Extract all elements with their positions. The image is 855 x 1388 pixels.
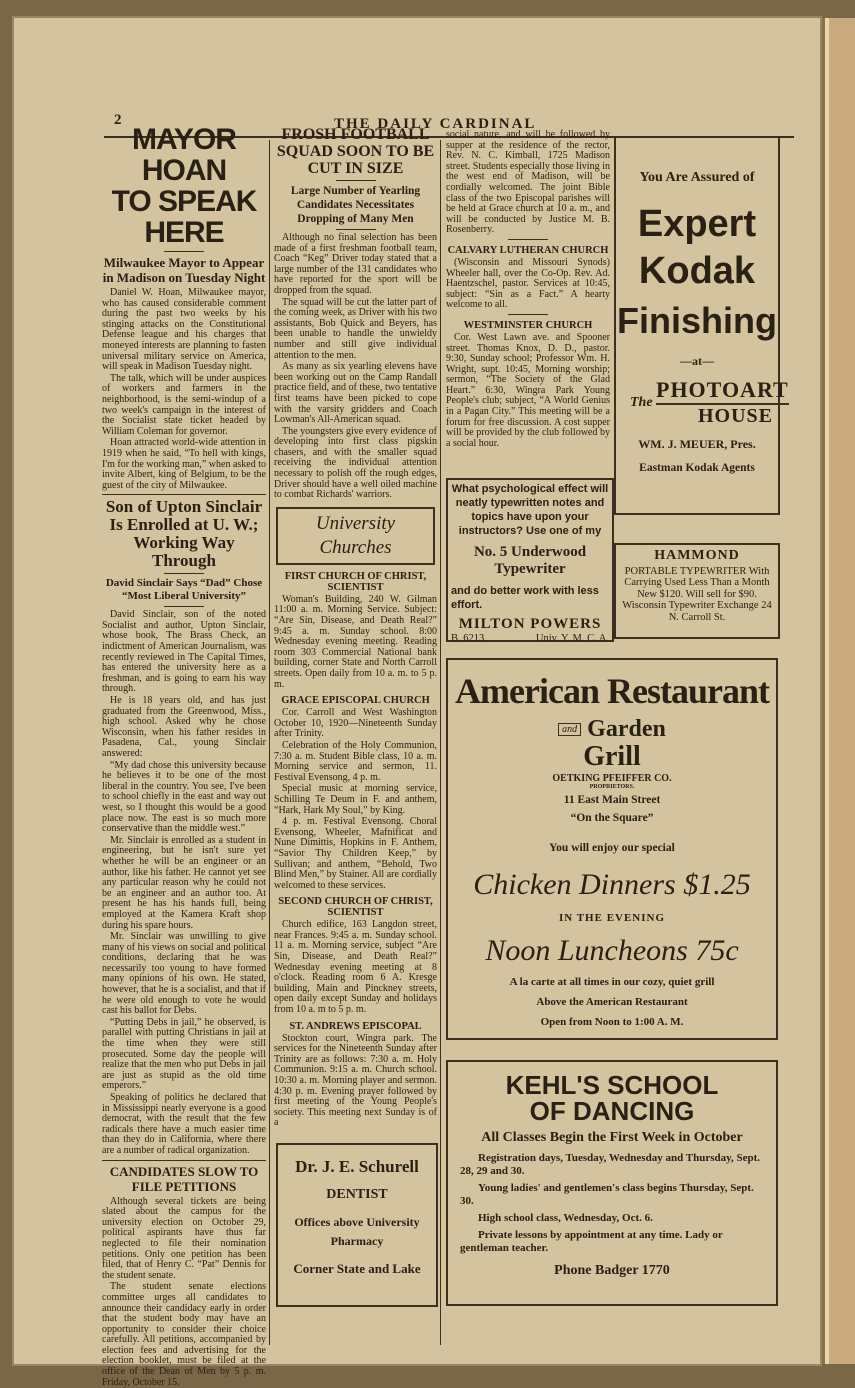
kehl-phone: Phone Badger 1770: [554, 1263, 670, 1278]
column-2: [274, 126, 437, 1146]
church-details: Woman's Building, 240 W. Gilman 11:00 a. m. Morning Service. Subject: “Are Sin, Disease, and Death Real?” 9:45 a. m. Sunday school. 8:00 Wednesday evening meeting. Reading room 303 Commercial National bank building, corner State and North Carroll streets. Open daily from 10 a. m. to 5 p. m.: [274, 593, 437, 690]
typewriter-question: What psychological effect will neatly typewritten notes and topics have upon your instructors? Use one of my: [451, 483, 609, 537]
photoart-logo: [626, 375, 789, 431]
divider: [336, 229, 376, 230]
hoan-subhead: Milwaukee Mayor to Appear in Madison on Tuesday Night: [102, 255, 266, 285]
hoan-paragraph: Daniel W. Hoan, Milwaukee mayor, who has caused considerable comment during the past two weeks by his stinging attacks on the Constitutional Defense league and his charges that moneyed interests are planning to fasten universal military service on America, will speak in Madison Tuesday night.: [102, 287, 266, 373]
masthead: THE DAILY CARDINAL: [334, 116, 537, 132]
university-churches-banner: University Churches: [276, 507, 435, 565]
chicken-dinners: Chicken Dinners $1.25: [473, 868, 751, 901]
hammond-title: HAMMOND: [654, 548, 740, 563]
church-continued: social nature, and will be followed by supper at the residence of the rector, Rev. N. C. Kimball, 1725 Madison street. Students especially those living in the west end of Madison, will be cordially welcomed. The joint Bible class of the two Episcopal parishes will be held at Grace church at 10 a. m., and will be conducted by Justice M. B. Rosenberry.: [446, 129, 610, 236]
frosh-paragraph: The youngsters give every evidence of developing into first class pigskin chasers, and with the smaller squad receiving the individual attention necessary to polish off the rough edges, Driver should have a well oiled machine to combat Richards' warriors.: [274, 425, 437, 501]
kehl-details: [448, 1152, 776, 1255]
dentist-name: Dr. J. E. Schurell: [295, 1157, 419, 1176]
typewriter-contact: [451, 633, 609, 644]
typewriter-ad: [446, 478, 614, 642]
sinclair-paragraph: Mr. Sinclair is enrolled as a student in engineering, but he isn't sure yet whether he will be an engineer or an author, like his father. He cannot yet see any particular reason why he could not be an engineer and an author too. At present he has his hands full, being employed at the Kamera Kraft shop during his spare hours.: [102, 834, 266, 931]
frosh-paragraph: Although no final selection has been made of a first freshman football team, Coach “Keg” Driver today stated that a large number of the 131 candidates who have reported for the sport will be dropped from the squad.: [274, 232, 437, 296]
kodak-agents: Eastman Kodak Agents: [639, 462, 755, 474]
typewriter-phone: B. 6213: [451, 633, 485, 644]
divider: [102, 1160, 266, 1161]
church-heading: CALVARY LUTHERAN CHURCH: [447, 244, 609, 256]
candidates-paragraph: Although several tickets are being slated about the campus for the university election on October 29, political aspirants have thus far neglected to file their nomination petitions. Only one petition has been filed, that of Henry C. “Pat” Dennis for the student senate.: [102, 1195, 266, 1281]
sinclair-paragraph: “My dad chose this university because he believes it to be one of the most liberal in the country. You see, I've been to school chiefly in the east and way out west, so I thought this would be a good place now. The east is so much more conservative than the middle west.”: [102, 759, 266, 835]
restaurant-address: 11 East Main Street: [563, 794, 661, 806]
sinclair-subhead: David Sinclair Says “Dad” Chose “Most Liberal University”: [105, 577, 263, 603]
dentist-ad: [276, 1143, 438, 1307]
church-details: Stockton court, Wingra park. The services for the Nineteenth Sunday after Trinity are as follows: 7:30 a. m. Holy Communion. 9:15 a. m. Church school. 10:30 a. m. Morning player and sermon. 4:30 p. m. Evening prayer followed by first meeting of the Young People's society. This meeting next Sunday is of a: [274, 1032, 437, 1129]
kodak-owner: WM. J. MEUER, Pres.: [638, 437, 756, 451]
restaurant-enjoy: You will enjoy our special: [549, 842, 675, 854]
kodak-kodak: Kodak: [638, 250, 756, 292]
kodak-expert: Expert: [637, 203, 757, 245]
typewriter-model: No. 5 Underwood Typewriter: [473, 544, 587, 577]
evening-label: IN THE EVENING: [558, 912, 666, 924]
frosh-paragraph: The squad will be cut the latter part of the coming week, as Driver with his two assistants, Bob Quick and Beyers, has been unable to handle the unwieldy number and still give individual attention to the men.: [274, 296, 437, 361]
a-la-carte: A la carte at all times in our cozy, quiet grill: [509, 976, 715, 988]
kodak-line1: You Are Assured of: [639, 170, 755, 185]
kehl-title-line2: OF DANCING: [529, 1096, 695, 1126]
church-details: Church edifice, 163 Langdon street, near Frances. 9:45 a. m. Sunday school. 11 a. m. Morning service, subject “Are Sin, Disease, and Death Real?” Wednesday evening meeting at 8 o'clock. Reading room 6 A. Kresge building, Main and Pinckney streets, open daily except Sunday and holidays from 10 a. m to 5 p. m.: [274, 919, 437, 1016]
dentist-corner: Corner State and Lake: [293, 1261, 421, 1276]
church-heading: SECOND CHURCH OF CHRIST, SCIENTIST: [278, 896, 433, 919]
kehl-dancing-ad: [446, 1060, 778, 1306]
newspaper-page: [14, 18, 820, 1388]
grill-label: Grill: [583, 741, 641, 772]
american-restaurant-ad: [446, 658, 778, 1040]
hoan-paragraph: The talk, which will be under auspices of workers and farmers in the neighborhood, is the semi-windup of a two week's campaign in the interest of the Socialist state ticket headed by William Coleman for governor.: [102, 372, 266, 437]
divider: [508, 314, 548, 315]
kehl-paragraph: Private lessons by appointment at any time. Lady or gentleman teacher.: [460, 1229, 723, 1254]
photoart-the: The: [630, 395, 653, 410]
candidates-headline: CANDIDATES SLOW TO FILE PETITIONS: [109, 1163, 259, 1194]
divider: [164, 573, 204, 574]
church-details: Celebration of the Holy Communion, 7:30 a. m. Student Bible class, 10 a. m. Morning service and sermon, 11. Festival Evensong, 4 p. m.: [274, 739, 437, 783]
column-1: [102, 123, 266, 1388]
dentist-title: DENTIST: [326, 1187, 388, 1202]
church-details: (Wisconsin and Missouri Synods) Wheeler hall, over the Co-Op. Rev. Ad. Haentzschel, pastor. Services at 10:45, subject: “Sin as a Fact.” A hearty welcome to all.: [446, 256, 610, 311]
church-heading: FIRST CHURCH OF CHRIST, SCIENTIST: [284, 570, 427, 593]
photoart-name: PHOTOART: [656, 377, 789, 405]
restaurant-square: “On the Square”: [570, 812, 654, 824]
kehl-paragraph: Registration days, Tuesday, Wednesday and Thursday, Sept. 28, 29 and 30.: [460, 1152, 761, 1177]
hoan-headline-line2: TO SPEAK HERE: [111, 185, 257, 249]
divider: [164, 251, 204, 252]
hoan-paragraph: Hoan attracted world-wide attention in 1919 when he said, “To hell with kings, I'm for the working man,” when asked to invite Albert, king of Belgium, to be the guest of the city of Milwaukee.: [102, 437, 266, 491]
garden-grill-logo: [448, 716, 776, 743]
frosh-headline: FROSH FOOTBALL SQUAD SOON TO BE CUT IN SIZE: [276, 126, 435, 177]
hammond-ad: [614, 543, 780, 639]
proprietor: OETKING PFEIFFER CO.: [552, 773, 672, 784]
sinclair-paragraph: Mr. Sinclair was unwilling to give many of his views on social and political conditions, declaring that he was necessarily too young to have formed many opinions of his own. He stated, however, that he is a socialist, and that if he were old enough to vote he would cast his ballot for Debs.: [102, 931, 266, 1017]
and-label: and: [558, 723, 581, 736]
kodak-at: —at—: [680, 354, 714, 368]
church-heading: WESTMINSTER CHURCH: [463, 319, 593, 331]
opening-hours: Open from Noon to 1:00 A. M.: [540, 1016, 684, 1028]
proprietor-label: PROPRIETORS.: [589, 784, 635, 790]
adjacent-page-edge: [822, 18, 855, 1364]
noon-luncheons: Noon Luncheons 75c: [485, 934, 739, 967]
column-3: [446, 130, 610, 490]
church-details: Cor. West Lawn ave. and Spooner street. Thomas Knox, D. D., pastor. 9:30, Sunday school; Professor Wm. H. Wright, supt. 10:45, Morning worship; sermon, “The Society of the Glad Heart.” 6:30, Wingra Park Young People's club; subject, “A World Genius in a Pagan City.” This meeting will be a forum for free discussion. A cost supper will be provided by the club followed by a social hour.: [446, 331, 610, 449]
sinclair-headline: Son of Upton Sinclair Is Enrolled at U. W.; Working Way Through: [105, 497, 263, 571]
divider: [102, 494, 266, 495]
candidates-paragraph: The student senate elections committee urges all candidates to announce their candidacy early in order that the student body may have an opportunity to consider their choice carefully. All petitions, accompanied by election fees and advertising for the election booklet, must be filed at the office of the Dean of Men by 5 p. m. Friday, October 15.: [102, 1281, 266, 1388]
church-details: 4 p. m. Festival Evensong. Choral Evensong, Wheeler, Mafnificat and Nune Dimittis, Hopkins in F. Anthem, “Savior Thy Children Keep,” by Sullivan; and anthem, “Behold, Two Blind Men,” by Stainer. All are cordially welcomed to these services.: [274, 816, 437, 891]
divider: [336, 180, 376, 181]
typewriter-tagline: and do better work with less effort.: [451, 585, 599, 611]
column-rule: [269, 140, 270, 1345]
kodak-finishing: Finishing: [617, 300, 777, 341]
kehl-title-line1: KEHL'S SCHOOL: [505, 1070, 719, 1100]
sinclair-paragraph: David Sinclair, son of the noted Socialist and author, Upton Sinclair, whose book, The Brass Check, an indictment of American Journalism, was recently reviewed in The Capital Times, has entered the university here as a freshman, and is going to earn his way through.: [102, 609, 266, 695]
kodak-ad: [614, 136, 789, 515]
dentist-office: Offices above University Pharmacy: [294, 1215, 420, 1248]
divider: [164, 606, 204, 607]
sinclair-paragraph: “Putting Debs in jail,” he observed, is parallel with putting Christians in jail at the time when they were still prosecuted. Some day the people will realize that the men who put Debs in jail are just as stupid as the old time emperors.”: [102, 1016, 266, 1092]
kehl-paragraph: High school class, Wednesday, Oct. 6.: [478, 1212, 653, 1224]
sinclair-paragraph: He is 18 years old, and has just graduated from the Greenwood, Miss., high school. Asked why he chose Wisconsin, when his father resides in Pasadena, Cal., young Sinclair answered:: [102, 695, 266, 759]
column-rule: [440, 140, 441, 1345]
typewriter-seller: MILTON POWERS: [458, 616, 602, 632]
hoan-headline: [102, 124, 266, 248]
kehl-paragraph: Young ladies' and gentlemen's class begins Thursday, Sept. 30.: [460, 1182, 754, 1207]
hammond-details: PORTABLE TYPEWRITER With Carrying Used Less Than a Month New $120. Will sell for $90. Wisconsin Typewriter Exchange 24 N. Carroll St.: [622, 565, 772, 623]
church-details: Special music at morning service, Schilling Te Deum in F. and anthem, “Hark, Hark My Soul,” by King.: [274, 783, 437, 816]
sinclair-paragraph: Speaking of politics he declared that in Mississippi nearly everyone is a good democrat, with the result that the few radicals there have a much easier time than they do in California, where there are a number of radical organization.: [102, 1092, 266, 1156]
kehl-subtitle: All Classes Begin the First Week in October: [481, 1130, 743, 1145]
restaurant-name: American Restaurant: [455, 671, 769, 711]
church-details: Cor. Carroll and West Washington October 10, 1920—Nineteenth Sunday after Trinity.: [274, 707, 437, 740]
church-heading: ST. ANDREWS EPISCOPAL: [289, 1020, 422, 1032]
hoan-headline-line1: MAYOR HOAN: [132, 123, 236, 187]
frosh-paragraph: As many as six yearling elevens have been working out on the Camp Randall practice field, and of these, two tentative first teams have been picked to cope with the varsity gridders and Coach Lowman's All-American squad.: [274, 361, 437, 426]
frosh-subhead: Large Number of Yearling Candidates Necessitates Dropping of Many Men: [290, 185, 421, 225]
photoart-house: HOUSE: [698, 405, 774, 427]
typewriter-address: Univ. Y. M. C. A.: [535, 633, 609, 644]
garden-label: Garden: [587, 716, 666, 742]
above-restaurant: Above the American Restaurant: [536, 996, 688, 1008]
divider: [508, 239, 548, 240]
page-number: 2: [114, 112, 122, 128]
church-heading: GRACE EPISCOPAL CHURCH: [281, 695, 430, 707]
